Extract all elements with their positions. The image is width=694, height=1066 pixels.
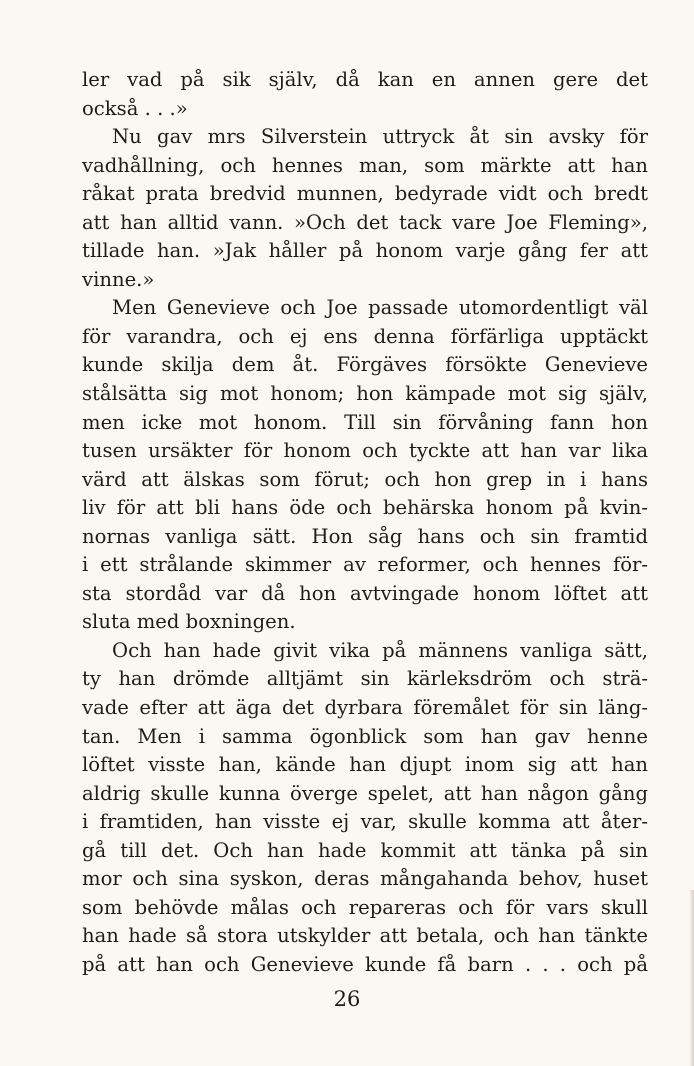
text-line: vadhållning, och hennes man, som märkte att han — [82, 153, 648, 177]
text-line: ler vad på sik själv, då kan en annen gere det — [82, 68, 648, 91]
text-line: sluta med boxningen. — [82, 610, 296, 634]
text-line: vade efter att äga det dyrbara föremålet för sin läng- — [82, 696, 648, 720]
text-line: Och han hade givit vika på männens vanliga sätt, — [112, 638, 648, 662]
body-text — [82, 66, 648, 980]
text-line: stålsätta sig mot honom; hon kämpade mot sig själv, — [82, 382, 648, 406]
text-line: löftet visste han, kände han djupt inom sig att han — [82, 753, 648, 777]
text-line: tan. Men i samma ögonblick som han gav henne — [82, 724, 648, 748]
text-line: sta stordåd var då hon avtvingade honom löftet att — [82, 581, 648, 605]
text-line: att han alltid vann. »Och det tack vare Joe Fleming», — [82, 210, 648, 234]
text-line: men icke mot honom. Till sin förvåning fann hon — [82, 410, 648, 434]
text-line: Men Genevieve och Joe passade utomordentligt väl — [112, 296, 648, 320]
text-line: tillade han. »Jak håller på honom varje gång fer att — [82, 239, 648, 263]
text-line: aldrig skulle kunna överge spelet, att han någon gång — [82, 781, 648, 805]
page-number: 26 — [333, 987, 361, 1011]
text-line: vinne.» — [82, 267, 155, 291]
text-line: ty han drömde alltjämt sin kärleksdröm och strä- — [82, 667, 648, 691]
text-line: kunde skilja dem åt. Förgäves försökte Genevieve — [82, 353, 648, 377]
text-line: tusen ursäkter för honom och tyckte att han var lika — [82, 439, 648, 463]
text-line: Nu gav mrs Silverstein uttryck åt sin avsky för — [112, 125, 648, 149]
text-line: i framtiden, han visste ej var, skulle komma att åter- — [82, 810, 648, 834]
text-line: i ett strålande skimmer av reformer, och hennes för- — [82, 553, 648, 577]
text-line: värd att älskas som förut; och hon grep in i hans — [82, 467, 648, 491]
text-line: också . . .» — [82, 96, 188, 120]
text-line: på att han och Genevieve kunde få barn . . . och på — [82, 952, 648, 976]
text-line: som behövde målas och repareras och för vars skull — [82, 895, 648, 919]
text-line: gå till det. Och han hade kommit att tänka på sin — [82, 838, 648, 862]
text-line: liv för att bli hans öde och behärska honom på kvin- — [82, 496, 648, 520]
text-line: nornas vanliga sätt. Hon såg hans och sin framtid — [82, 524, 648, 548]
text-line: mor och sina syskon, deras mångahanda behov, huset — [82, 867, 648, 891]
page-edge — [690, 890, 694, 1066]
text-line: för varandra, och ej ens denna förfärliga upptäckt — [82, 324, 648, 348]
text-line: han hade så stora utskylder att betala, och han tänkte — [82, 924, 648, 948]
text-line: råkat prata bredvid munnen, bedyrade vidt och bredt — [82, 182, 648, 206]
